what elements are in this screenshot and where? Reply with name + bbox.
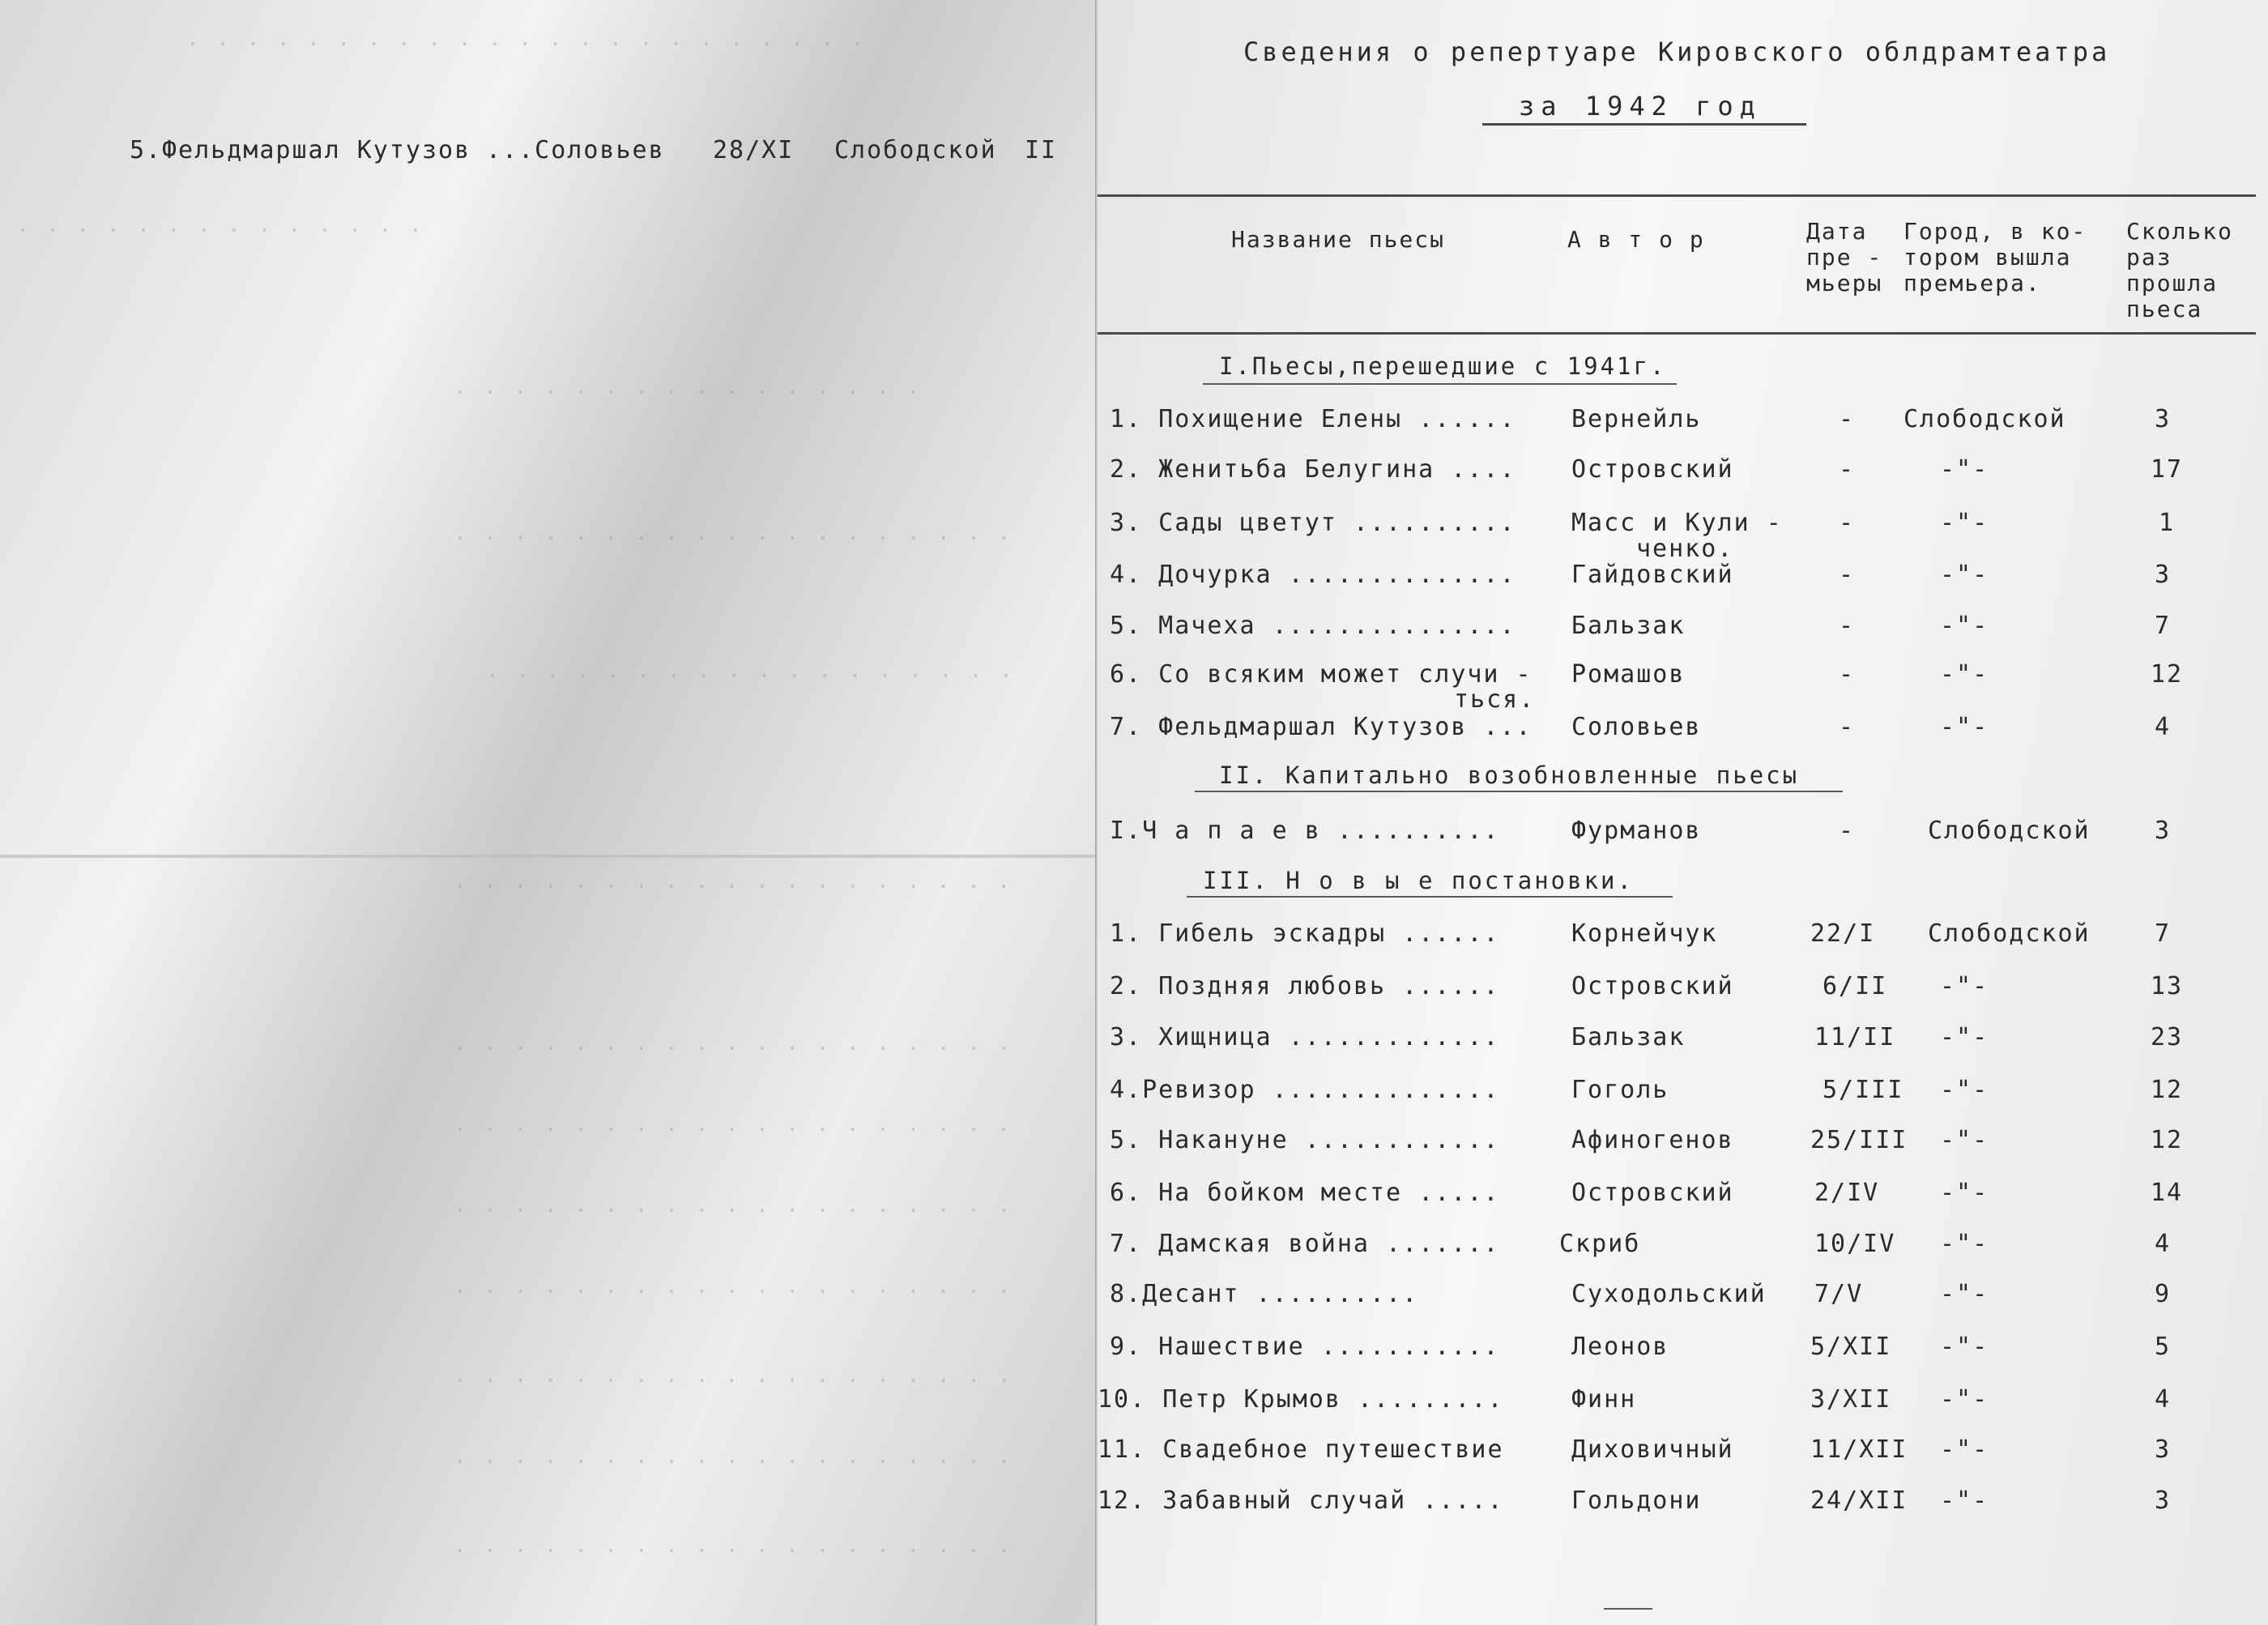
play-name: I.Ч а п а е в .......... — [1110, 817, 1500, 845]
right-page — [1098, 0, 2268, 1625]
premiere-city: -"- — [1940, 1486, 1989, 1515]
play-author: Островский — [1571, 455, 1734, 484]
left-entry-author: ...Соловьев — [486, 136, 665, 164]
play-author: Островский — [1571, 1179, 1734, 1207]
performance-count: 7 — [2155, 612, 2172, 640]
premiere-date: - — [1839, 509, 1856, 537]
performance-count: 9 — [2155, 1280, 2172, 1308]
performance-count: 3 — [2155, 405, 2172, 433]
play-name: 12. Забавный случай ..... — [1098, 1486, 1504, 1515]
header-date: Дата пре - мьеры — [1806, 218, 1883, 296]
premiere-date: 25/III — [1810, 1126, 1908, 1154]
play-author: Корнейчук — [1571, 919, 1718, 948]
play-author: Бальзак — [1571, 612, 1686, 640]
performance-count: 3 — [2155, 1486, 2172, 1515]
left-entry-date: 28/XI — [713, 136, 795, 164]
performance-count: 3 — [2155, 817, 2172, 845]
premiere-city: -"- — [1940, 455, 1989, 484]
play-author: Афиногенов — [1571, 1126, 1734, 1154]
section-underline — [1187, 896, 1673, 898]
premiere-date: 3/XII — [1810, 1385, 1892, 1414]
play-author: Гайдовский — [1571, 561, 1734, 589]
document-title: Сведения о репертуаре Кировского облдрамтеатра — [1243, 36, 2111, 67]
play-name: 9. Нашествие ........... — [1110, 1333, 1500, 1361]
premiere-date: 5/XII — [1810, 1333, 1892, 1361]
premiere-city: -"- — [1940, 509, 1989, 537]
premiere-date: 11/XII — [1810, 1435, 1908, 1464]
premiere-city: -"- — [1940, 660, 1989, 689]
section-heading: III. Н о в ы е постановки. — [1203, 867, 1634, 894]
play-author: Бальзак — [1571, 1023, 1686, 1051]
play-author: Ромашов — [1571, 660, 1686, 689]
play-name: 3. Хищница ............. — [1110, 1023, 1500, 1051]
premiere-city: -"- — [1940, 1126, 1989, 1154]
premiere-city: -"- — [1940, 1023, 1989, 1051]
premiere-date: 2/IV — [1814, 1179, 1880, 1207]
premiere-date: - — [1839, 455, 1856, 484]
performance-count: 12 — [2151, 660, 2184, 689]
performance-count: 4 — [2155, 713, 2172, 741]
play-name: 6. На бойком месте ..... — [1110, 1179, 1500, 1207]
premiere-city: Слободской — [1928, 817, 2091, 845]
premiere-date: 11/II — [1814, 1023, 1896, 1051]
year-underline — [1482, 123, 1806, 126]
performance-count: 23 — [2151, 1023, 2184, 1051]
play-author: Соловьев — [1571, 713, 1702, 741]
table-top-rule — [1098, 194, 2256, 197]
premiere-city: -"- — [1940, 561, 1989, 589]
premiere-date: - — [1839, 713, 1856, 741]
play-name: 7. Дамская война ....... — [1110, 1230, 1500, 1258]
play-name: 2. Женитьба Белугина .... — [1110, 455, 1516, 484]
premiere-city: -"- — [1940, 1333, 1989, 1361]
play-name: 7. Фельдмаршал Кутузов ... — [1110, 713, 1533, 741]
play-name: 2. Поздняя любовь ...... — [1110, 972, 1500, 1000]
performance-count: 4 — [2155, 1385, 2172, 1414]
premiere-city: Слободской — [1928, 919, 2091, 948]
premiere-city: -"- — [1940, 1280, 1989, 1308]
section-heading: I.Пьесы,перешедшие с 1941г. — [1219, 352, 1667, 380]
premiere-date: - — [1839, 405, 1856, 433]
performance-count: 7 — [2155, 919, 2172, 948]
play-author: Фурманов — [1571, 817, 1702, 845]
premiere-date: 10/IV — [1814, 1230, 1896, 1258]
premiere-city: -"- — [1940, 1435, 1989, 1464]
performance-count: 3 — [2155, 1435, 2172, 1464]
performance-count: 17 — [2151, 455, 2184, 484]
play-name: 4. Дочурка .............. — [1110, 561, 1516, 589]
premiere-city: -"- — [1940, 972, 1989, 1000]
play-author: Гоголь — [1571, 1076, 1669, 1104]
play-author: Гольдони — [1571, 1486, 1702, 1515]
section-heading: II. Капитально возобновленные пьесы — [1219, 761, 1800, 789]
performance-count: 5 — [2155, 1333, 2172, 1361]
premiere-city: -"- — [1940, 1076, 1989, 1104]
left-page: · · · · · · · · · · · · · · · · · · · · · · · · · · · · · · · · · · · · · · · · · · · · · · · · · · · · · · · · · · · · · · · · · · · · · · · · · · · · · · · · · · · · · · · · · · · · · · · · · · · · · · · · · · · · · · · · · · · · · · · · · · · · · · · · · · · · · · · · · · · · · · · · · · · · · · · · · · · · · · · · · · · · · · · · · · · · · · · · · · · · · · · · · · · · · · · · · · · · · · · · · · · · · · · · · · · · · · · · · · · · · · · · · · · · · · · · · · · · · · · · · · 5. Фельдмаршал Кутузов ...Соловьев 28/XI Слободской II — [0, 0, 1098, 1625]
performance-count: 13 — [2151, 972, 2184, 1000]
premiere-date: 6/II — [1823, 972, 1888, 1000]
performance-count: 12 — [2151, 1126, 2184, 1154]
play-author: Леонов — [1571, 1333, 1669, 1361]
premiere-date: 22/I — [1810, 919, 1876, 948]
premiere-city: -"- — [1940, 612, 1989, 640]
play-name: 5. Накануне ............ — [1110, 1126, 1500, 1154]
header-count: Сколько раз прошла пьеса — [2126, 218, 2234, 322]
performance-count: 14 — [2151, 1179, 2184, 1207]
section-underline — [1203, 383, 1677, 385]
section-underline — [1195, 791, 1843, 792]
premiere-date: - — [1839, 817, 1856, 845]
header-play: Название пьесы — [1231, 226, 1446, 253]
premiere-city: -"- — [1940, 1385, 1989, 1414]
premiere-city: -"- — [1940, 1230, 1989, 1258]
premiere-date: 5/III — [1823, 1076, 1904, 1104]
play-name: 1. Похищение Елены ...... — [1110, 405, 1516, 433]
left-entry-title: Фельдмаршал Кутузов — [162, 136, 471, 164]
premiere-date: 7/V — [1814, 1280, 1864, 1308]
play-name-continued: ться. — [1454, 685, 1536, 714]
premiere-date: 24/XII — [1810, 1486, 1908, 1515]
header-author: А в т о р — [1567, 226, 1705, 253]
performance-count: 1 — [2159, 509, 2176, 537]
play-name: 8.Десант .......... — [1110, 1280, 1419, 1308]
performance-count: 12 — [2151, 1076, 2184, 1104]
paper-crease — [0, 855, 1098, 858]
play-author: Вернейль — [1571, 405, 1702, 433]
play-author-continued: ченко. — [1636, 535, 1734, 563]
play-name: 11. Свадебное путешествие — [1098, 1435, 1504, 1464]
play-name: 3. Сады цветут .......... — [1110, 509, 1516, 537]
left-entry-count: II — [1025, 136, 1058, 164]
header-city: Город, в ко- тором вышла премьера. — [1904, 218, 2087, 296]
play-author: Диховичный — [1571, 1435, 1734, 1464]
play-author: Масс и Кули - — [1571, 509, 1783, 537]
left-entry-number: 5. — [130, 136, 163, 164]
play-name: 1. Гибель эскадры ...... — [1110, 919, 1500, 948]
play-name: 6. Со всяким может случи - — [1110, 660, 1533, 689]
play-author: Островский — [1571, 972, 1734, 1000]
premiere-date: - — [1839, 612, 1856, 640]
play-name: 10. Петр Крымов ......... — [1098, 1385, 1504, 1414]
end-mark — [1604, 1608, 1652, 1610]
header-bottom-rule — [1098, 332, 2256, 335]
premiere-date: - — [1839, 561, 1856, 589]
play-name: 4.Ревизор .............. — [1110, 1076, 1500, 1104]
premiere-city: Слободской — [1904, 405, 2066, 433]
play-author: Скриб — [1559, 1230, 1641, 1258]
premiere-city: -"- — [1940, 1179, 1989, 1207]
left-entry-city: Слободской — [834, 136, 997, 164]
play-author: Суходольский — [1571, 1280, 1767, 1308]
document-year: за 1942 год — [1519, 91, 1762, 122]
performance-count: 4 — [2155, 1230, 2172, 1258]
premiere-date: - — [1839, 660, 1856, 689]
performance-count: 3 — [2155, 561, 2172, 589]
play-author: Финн — [1571, 1385, 1637, 1414]
premiere-city: -"- — [1940, 713, 1989, 741]
play-name: 5. Мачеха ............... — [1110, 612, 1516, 640]
